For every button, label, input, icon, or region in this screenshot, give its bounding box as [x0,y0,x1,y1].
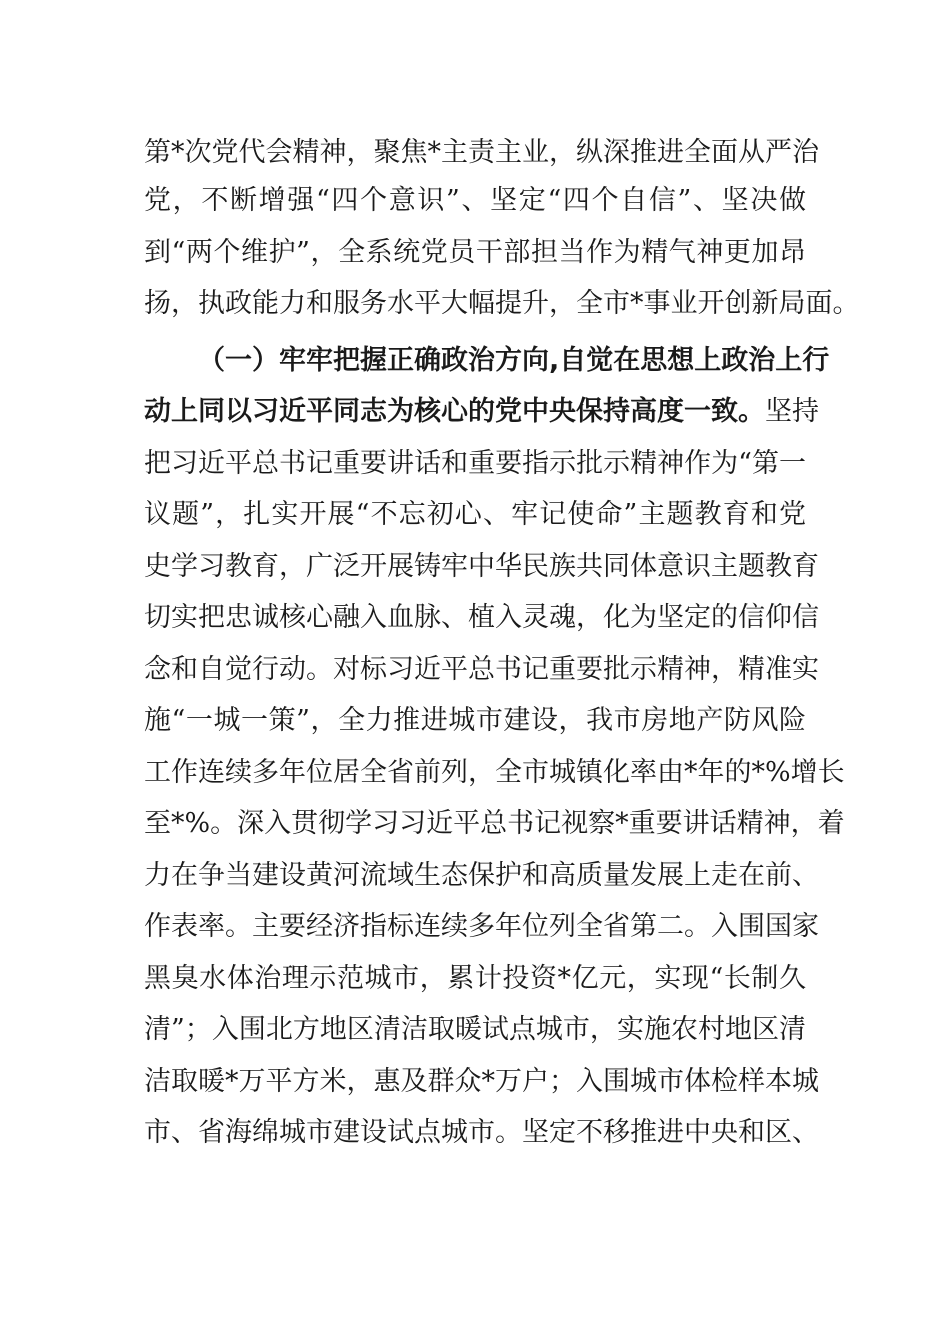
text-line: 工作连续多年位居全省前列，全市城镇化率由*年的*%增长 [144,757,845,788]
text-line: 第*次党代会精神，聚焦*主责主业，纵深推进全面从严治 [144,137,819,168]
text-fragment: 坚持 [765,396,819,427]
text-line: 作表率。主要经济指标连续多年位列全省第二。入围国家 [144,911,819,942]
section-heading-line [144,388,819,436]
text-line: 洁取暖*万平方米，惠及群众*万户；入围城市体检样本城 [144,1066,819,1097]
text-line: 施“一城一策”，全力推进城市建设，我市房地产防风险 [144,705,806,736]
text-line: 党，不断增强“四个意识”、坚定“四个自信”、坚决做 [144,185,806,216]
text-line: 力在争当建设黄河流域生态保护和高质量发展上走在前、 [144,860,819,891]
text-line: 扬，执政能力和服务水平大幅提升，全市*事业开创新局面。 [144,288,860,319]
text-line: 市、省海绵城市建设试点城市。坚定不移推进中央和区、 [144,1117,819,1148]
section-heading-line: （一）牢牢把握正确政治方向,自觉在思想上政治上行 [198,345,830,376]
text-line: 把习近平总书记重要讲话和重要指示批示精神作为“第一 [144,448,806,479]
text-line: 黑臭水体治理示范城市，累计投资*亿元，实现“长制久 [144,963,806,994]
text-line: 念和自觉行动。对标习近平总书记重要批示精神，精准实 [144,654,819,685]
text-line: 清”；入围北方地区清洁取暖试点城市，实施农村地区清 [144,1014,806,1045]
text-line: 切实把忠诚核心融入血脉、植入灵魂，化为坚定的信仰信 [144,602,819,633]
text-line: 到“两个维护”，全系统党员干部担当作为精气神更加昂 [144,237,806,268]
text-line: 史学习教育，广泛开展铸牢中华民族共同体意识主题教育 [144,551,819,582]
text-line: 至*%。深入贯彻学习习近平总书记视察*重要讲话精神，着 [144,808,845,839]
text-line: 议题”，扎实开展“不忘初心、牢记使命”主题教育和党 [144,499,806,530]
section-heading-text: 动上同以习近平同志为核心的党中央保持高度一致。 [144,396,765,427]
